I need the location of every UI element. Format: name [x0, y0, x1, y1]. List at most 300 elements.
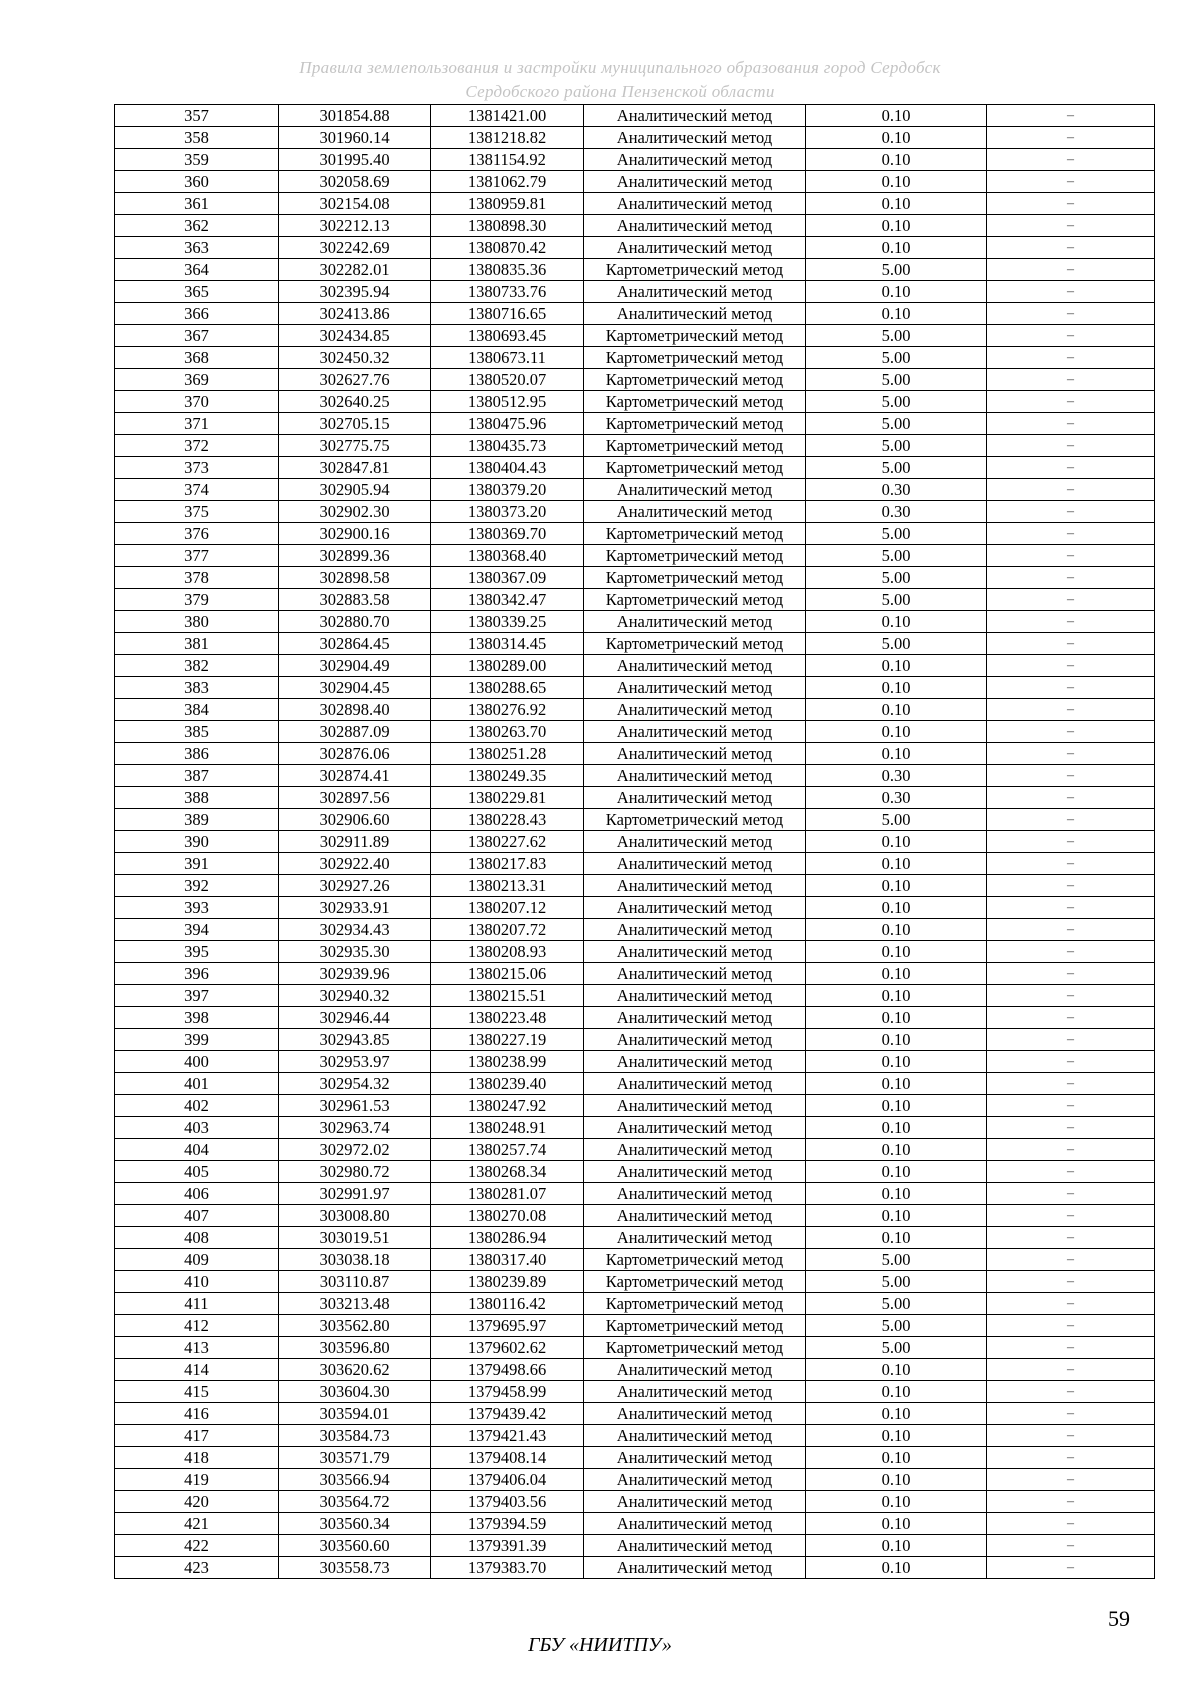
- point-number-cell: 392: [115, 875, 279, 897]
- point-number-cell: 410: [115, 1271, 279, 1293]
- y-coordinate-cell: 1380247.92: [431, 1095, 584, 1117]
- y-coordinate-cell: 1379408.14: [431, 1447, 584, 1469]
- accuracy-cell: 0.10: [806, 655, 987, 677]
- x-coordinate-cell: 302935.30: [279, 941, 431, 963]
- table-row: [115, 237, 1155, 259]
- description-cell: –: [987, 1271, 1155, 1293]
- point-number-cell: 368: [115, 347, 279, 369]
- point-number-cell: 415: [115, 1381, 279, 1403]
- table-row: [115, 1425, 1155, 1447]
- point-number-cell: 416: [115, 1403, 279, 1425]
- method-cell: Аналитический метод: [584, 1403, 806, 1425]
- x-coordinate-cell: 302898.40: [279, 699, 431, 721]
- point-number-cell: 367: [115, 325, 279, 347]
- method-cell: Картометрический метод: [584, 259, 806, 281]
- description-cell: –: [987, 1161, 1155, 1183]
- point-number-cell: 371: [115, 413, 279, 435]
- accuracy-cell: 0.30: [806, 787, 987, 809]
- point-number-cell: 395: [115, 941, 279, 963]
- description-cell: –: [987, 303, 1155, 325]
- table-row: [115, 1183, 1155, 1205]
- y-coordinate-cell: 1380207.72: [431, 919, 584, 941]
- y-coordinate-cell: 1380229.81: [431, 787, 584, 809]
- x-coordinate-cell: 301854.88: [279, 105, 431, 127]
- accuracy-cell: 0.10: [806, 1381, 987, 1403]
- accuracy-cell: 0.10: [806, 743, 987, 765]
- accuracy-cell: 5.00: [806, 347, 987, 369]
- description-cell: –: [987, 127, 1155, 149]
- accuracy-cell: 0.10: [806, 1073, 987, 1095]
- point-number-cell: 372: [115, 435, 279, 457]
- method-cell: Аналитический метод: [584, 1227, 806, 1249]
- y-coordinate-cell: 1380208.93: [431, 941, 584, 963]
- description-cell: –: [987, 875, 1155, 897]
- accuracy-cell: 0.10: [806, 941, 987, 963]
- table-row: [115, 1139, 1155, 1161]
- description-cell: –: [987, 985, 1155, 1007]
- y-coordinate-cell: 1379439.42: [431, 1403, 584, 1425]
- y-coordinate-cell: 1380870.42: [431, 237, 584, 259]
- x-coordinate-cell: 302705.15: [279, 413, 431, 435]
- method-cell: Аналитический метод: [584, 215, 806, 237]
- description-cell: –: [987, 1535, 1155, 1557]
- table-row: [115, 567, 1155, 589]
- accuracy-cell: 0.10: [806, 897, 987, 919]
- point-number-cell: 414: [115, 1359, 279, 1381]
- method-cell: Аналитический метод: [584, 1183, 806, 1205]
- description-cell: –: [987, 1183, 1155, 1205]
- point-number-cell: 373: [115, 457, 279, 479]
- header-line-1: Правила землепользования и застройки муниципального образования город Сердобск: [299, 58, 941, 77]
- point-number-cell: 400: [115, 1051, 279, 1073]
- table-row: [115, 1447, 1155, 1469]
- description-cell: –: [987, 1029, 1155, 1051]
- header-line-2: Сердобского района Пензенской области: [465, 82, 775, 101]
- x-coordinate-cell: 302887.09: [279, 721, 431, 743]
- table-row: [115, 1095, 1155, 1117]
- point-number-cell: 407: [115, 1205, 279, 1227]
- y-coordinate-cell: 1380238.99: [431, 1051, 584, 1073]
- description-cell: –: [987, 171, 1155, 193]
- accuracy-cell: 0.10: [806, 127, 987, 149]
- point-number-cell: 386: [115, 743, 279, 765]
- method-cell: Картометрический метод: [584, 457, 806, 479]
- method-cell: Аналитический метод: [584, 149, 806, 171]
- description-cell: –: [987, 1205, 1155, 1227]
- table-row: [115, 589, 1155, 611]
- accuracy-cell: 5.00: [806, 391, 987, 413]
- description-cell: –: [987, 413, 1155, 435]
- x-coordinate-cell: 302395.94: [279, 281, 431, 303]
- table-row: [115, 303, 1155, 325]
- accuracy-cell: 0.10: [806, 611, 987, 633]
- y-coordinate-cell: 1380215.51: [431, 985, 584, 1007]
- method-cell: Аналитический метод: [584, 787, 806, 809]
- method-cell: Аналитический метод: [584, 677, 806, 699]
- method-cell: Аналитический метод: [584, 1073, 806, 1095]
- description-cell: –: [987, 1095, 1155, 1117]
- y-coordinate-cell: 1380898.30: [431, 215, 584, 237]
- y-coordinate-cell: 1380288.65: [431, 677, 584, 699]
- method-cell: Аналитический метод: [584, 1513, 806, 1535]
- x-coordinate-cell: 303566.94: [279, 1469, 431, 1491]
- y-coordinate-cell: 1380239.40: [431, 1073, 584, 1095]
- table-row: [115, 347, 1155, 369]
- x-coordinate-cell: 301995.40: [279, 149, 431, 171]
- description-cell: –: [987, 1403, 1155, 1425]
- accuracy-cell: 0.10: [806, 1447, 987, 1469]
- accuracy-cell: 0.10: [806, 105, 987, 127]
- method-cell: Картометрический метод: [584, 589, 806, 611]
- y-coordinate-cell: 1380286.94: [431, 1227, 584, 1249]
- y-coordinate-cell: 1380512.95: [431, 391, 584, 413]
- accuracy-cell: 0.10: [806, 1051, 987, 1073]
- x-coordinate-cell: 302963.74: [279, 1117, 431, 1139]
- table-row: [115, 1337, 1155, 1359]
- x-coordinate-cell: 302282.01: [279, 259, 431, 281]
- table-row: [115, 479, 1155, 501]
- y-coordinate-cell: 1380213.31: [431, 875, 584, 897]
- method-cell: Аналитический метод: [584, 853, 806, 875]
- x-coordinate-cell: 302961.53: [279, 1095, 431, 1117]
- method-cell: Аналитический метод: [584, 1447, 806, 1469]
- x-coordinate-cell: 302943.85: [279, 1029, 431, 1051]
- point-number-cell: 396: [115, 963, 279, 985]
- accuracy-cell: 0.10: [806, 1007, 987, 1029]
- y-coordinate-cell: 1380270.08: [431, 1205, 584, 1227]
- y-coordinate-cell: 1380116.42: [431, 1293, 584, 1315]
- description-cell: –: [987, 435, 1155, 457]
- point-number-cell: 364: [115, 259, 279, 281]
- accuracy-cell: 0.10: [806, 1205, 987, 1227]
- x-coordinate-cell: 302880.70: [279, 611, 431, 633]
- point-number-cell: 403: [115, 1117, 279, 1139]
- accuracy-cell: 0.10: [806, 1029, 987, 1051]
- accuracy-cell: 0.30: [806, 479, 987, 501]
- accuracy-cell: 0.10: [806, 1491, 987, 1513]
- point-number-cell: 401: [115, 1073, 279, 1095]
- method-cell: Картометрический метод: [584, 567, 806, 589]
- point-number-cell: 419: [115, 1469, 279, 1491]
- method-cell: Аналитический метод: [584, 1359, 806, 1381]
- accuracy-cell: 0.30: [806, 501, 987, 523]
- table-row: [115, 743, 1155, 765]
- y-coordinate-cell: 1379498.66: [431, 1359, 584, 1381]
- point-number-cell: 362: [115, 215, 279, 237]
- table-row: [115, 413, 1155, 435]
- method-cell: Аналитический метод: [584, 985, 806, 1007]
- description-cell: –: [987, 699, 1155, 721]
- point-number-cell: 402: [115, 1095, 279, 1117]
- table-row: [115, 171, 1155, 193]
- accuracy-cell: 5.00: [806, 809, 987, 831]
- y-coordinate-cell: 1380835.36: [431, 259, 584, 281]
- method-cell: Картометрический метод: [584, 369, 806, 391]
- accuracy-cell: 0.10: [806, 1557, 987, 1579]
- table-row: [115, 369, 1155, 391]
- point-number-cell: 369: [115, 369, 279, 391]
- method-cell: Картометрический метод: [584, 347, 806, 369]
- method-cell: Картометрический метод: [584, 413, 806, 435]
- x-coordinate-cell: 302991.97: [279, 1183, 431, 1205]
- method-cell: Картометрический метод: [584, 1315, 806, 1337]
- y-coordinate-cell: 1380263.70: [431, 721, 584, 743]
- method-cell: Картометрический метод: [584, 1337, 806, 1359]
- method-cell: Аналитический метод: [584, 127, 806, 149]
- table-row: [115, 149, 1155, 171]
- x-coordinate-cell: 302883.58: [279, 589, 431, 611]
- method-cell: Аналитический метод: [584, 1491, 806, 1513]
- accuracy-cell: 0.10: [806, 1359, 987, 1381]
- method-cell: Аналитический метод: [584, 919, 806, 941]
- method-cell: Аналитический метод: [584, 655, 806, 677]
- accuracy-cell: 0.10: [806, 677, 987, 699]
- y-coordinate-cell: 1380276.92: [431, 699, 584, 721]
- method-cell: Аналитический метод: [584, 1425, 806, 1447]
- y-coordinate-cell: 1380217.83: [431, 853, 584, 875]
- point-number-cell: 405: [115, 1161, 279, 1183]
- x-coordinate-cell: 302980.72: [279, 1161, 431, 1183]
- table-row: [115, 1403, 1155, 1425]
- table-row: [115, 721, 1155, 743]
- point-number-cell: 397: [115, 985, 279, 1007]
- x-coordinate-cell: 302933.91: [279, 897, 431, 919]
- point-number-cell: 390: [115, 831, 279, 853]
- y-coordinate-cell: 1380339.25: [431, 611, 584, 633]
- point-number-cell: 409: [115, 1249, 279, 1271]
- method-cell: Аналитический метод: [584, 1535, 806, 1557]
- table-row: [115, 611, 1155, 633]
- accuracy-cell: 5.00: [806, 633, 987, 655]
- method-cell: Аналитический метод: [584, 765, 806, 787]
- x-coordinate-cell: 302911.89: [279, 831, 431, 853]
- table-row: [115, 325, 1155, 347]
- x-coordinate-cell: 303596.80: [279, 1337, 431, 1359]
- x-coordinate-cell: 303584.73: [279, 1425, 431, 1447]
- x-coordinate-cell: 302898.58: [279, 567, 431, 589]
- table-row: [115, 545, 1155, 567]
- footer-organization: ГБУ «НИИТПУ»: [528, 1634, 672, 1656]
- table-row: [115, 919, 1155, 941]
- y-coordinate-cell: 1380373.20: [431, 501, 584, 523]
- description-cell: –: [987, 633, 1155, 655]
- point-number-cell: 363: [115, 237, 279, 259]
- x-coordinate-cell: 302154.08: [279, 193, 431, 215]
- description-cell: –: [987, 1491, 1155, 1513]
- y-coordinate-cell: 1380257.74: [431, 1139, 584, 1161]
- table-row: [115, 1293, 1155, 1315]
- x-coordinate-cell: 303620.62: [279, 1359, 431, 1381]
- table-row: [115, 1227, 1155, 1249]
- y-coordinate-cell: 1380227.62: [431, 831, 584, 853]
- point-number-cell: 360: [115, 171, 279, 193]
- y-coordinate-cell: 1379394.59: [431, 1513, 584, 1535]
- table-row: [115, 501, 1155, 523]
- point-number-cell: 412: [115, 1315, 279, 1337]
- x-coordinate-cell: 303008.80: [279, 1205, 431, 1227]
- accuracy-cell: 0.10: [806, 193, 987, 215]
- table-row: [115, 105, 1155, 127]
- method-cell: Картометрический метод: [584, 809, 806, 831]
- point-number-cell: 398: [115, 1007, 279, 1029]
- point-number-cell: 378: [115, 567, 279, 589]
- point-number-cell: 381: [115, 633, 279, 655]
- description-cell: –: [987, 457, 1155, 479]
- method-cell: Аналитический метод: [584, 479, 806, 501]
- method-cell: Картометрический метод: [584, 435, 806, 457]
- table-row: [115, 215, 1155, 237]
- y-coordinate-cell: 1380716.65: [431, 303, 584, 325]
- y-coordinate-cell: 1380215.06: [431, 963, 584, 985]
- x-coordinate-cell: 303571.79: [279, 1447, 431, 1469]
- y-coordinate-cell: 1380227.19: [431, 1029, 584, 1051]
- method-cell: Аналитический метод: [584, 831, 806, 853]
- description-cell: –: [987, 1513, 1155, 1535]
- accuracy-cell: 0.10: [806, 281, 987, 303]
- method-cell: Аналитический метод: [584, 171, 806, 193]
- description-cell: –: [987, 259, 1155, 281]
- y-coordinate-cell: 1380268.34: [431, 1161, 584, 1183]
- point-number-cell: 389: [115, 809, 279, 831]
- y-coordinate-cell: 1380368.40: [431, 545, 584, 567]
- method-cell: Аналитический метод: [584, 1051, 806, 1073]
- accuracy-cell: 0.10: [806, 1139, 987, 1161]
- description-cell: –: [987, 897, 1155, 919]
- x-coordinate-cell: 302939.96: [279, 963, 431, 985]
- method-cell: Аналитический метод: [584, 963, 806, 985]
- point-number-cell: 374: [115, 479, 279, 501]
- coordinates-table-body: [115, 105, 1155, 1579]
- accuracy-cell: 5.00: [806, 589, 987, 611]
- point-number-cell: 376: [115, 523, 279, 545]
- table-row: [115, 523, 1155, 545]
- method-cell: Аналитический метод: [584, 897, 806, 919]
- x-coordinate-cell: 303562.80: [279, 1315, 431, 1337]
- table-row: [115, 281, 1155, 303]
- y-coordinate-cell: 1380289.00: [431, 655, 584, 677]
- y-coordinate-cell: 1380223.48: [431, 1007, 584, 1029]
- table-row: [115, 259, 1155, 281]
- x-coordinate-cell: 302902.30: [279, 501, 431, 523]
- x-coordinate-cell: 302900.16: [279, 523, 431, 545]
- description-cell: –: [987, 105, 1155, 127]
- table-row: [115, 787, 1155, 809]
- method-cell: Аналитический метод: [584, 1381, 806, 1403]
- accuracy-cell: 5.00: [806, 523, 987, 545]
- description-cell: –: [987, 853, 1155, 875]
- y-coordinate-cell: 1380317.40: [431, 1249, 584, 1271]
- y-coordinate-cell: 1379458.99: [431, 1381, 584, 1403]
- accuracy-cell: 0.10: [806, 1469, 987, 1491]
- description-cell: –: [987, 589, 1155, 611]
- x-coordinate-cell: 302450.32: [279, 347, 431, 369]
- table-row: [115, 1535, 1155, 1557]
- x-coordinate-cell: 302940.32: [279, 985, 431, 1007]
- accuracy-cell: 5.00: [806, 369, 987, 391]
- accuracy-cell: 5.00: [806, 1249, 987, 1271]
- x-coordinate-cell: 301960.14: [279, 127, 431, 149]
- x-coordinate-cell: 303110.87: [279, 1271, 431, 1293]
- table-row: [115, 1271, 1155, 1293]
- point-number-cell: 391: [115, 853, 279, 875]
- point-number-cell: 370: [115, 391, 279, 413]
- accuracy-cell: 0.10: [806, 1535, 987, 1557]
- description-cell: –: [987, 501, 1155, 523]
- accuracy-cell: 0.10: [806, 1095, 987, 1117]
- x-coordinate-cell: 302874.41: [279, 765, 431, 787]
- description-cell: –: [987, 963, 1155, 985]
- description-cell: –: [987, 677, 1155, 699]
- accuracy-cell: 0.10: [806, 1403, 987, 1425]
- description-cell: –: [987, 809, 1155, 831]
- accuracy-cell: 0.10: [806, 215, 987, 237]
- x-coordinate-cell: 302212.13: [279, 215, 431, 237]
- method-cell: Аналитический метод: [584, 1161, 806, 1183]
- method-cell: Аналитический метод: [584, 1205, 806, 1227]
- y-coordinate-cell: 1379403.56: [431, 1491, 584, 1513]
- description-cell: –: [987, 479, 1155, 501]
- table-row: [115, 1315, 1155, 1337]
- y-coordinate-cell: 1380379.20: [431, 479, 584, 501]
- method-cell: Картометрический метод: [584, 633, 806, 655]
- table-row: [115, 897, 1155, 919]
- y-coordinate-cell: 1380228.43: [431, 809, 584, 831]
- point-number-cell: 417: [115, 1425, 279, 1447]
- accuracy-cell: 0.10: [806, 149, 987, 171]
- description-cell: –: [987, 149, 1155, 171]
- description-cell: –: [987, 215, 1155, 237]
- method-cell: Аналитический метод: [584, 193, 806, 215]
- accuracy-cell: 5.00: [806, 435, 987, 457]
- method-cell: Аналитический метод: [584, 303, 806, 325]
- accuracy-cell: 0.10: [806, 237, 987, 259]
- point-number-cell: 365: [115, 281, 279, 303]
- table-row: [115, 1469, 1155, 1491]
- table-row: [115, 765, 1155, 787]
- x-coordinate-cell: 302946.44: [279, 1007, 431, 1029]
- table-row: [115, 193, 1155, 215]
- description-cell: –: [987, 787, 1155, 809]
- table-row: [115, 1073, 1155, 1095]
- table-row: [115, 655, 1155, 677]
- method-cell: Аналитический метод: [584, 721, 806, 743]
- y-coordinate-cell: 1379421.43: [431, 1425, 584, 1447]
- point-number-cell: 358: [115, 127, 279, 149]
- x-coordinate-cell: 302627.76: [279, 369, 431, 391]
- table-row: [115, 435, 1155, 457]
- x-coordinate-cell: 303019.51: [279, 1227, 431, 1249]
- accuracy-cell: 5.00: [806, 1315, 987, 1337]
- table-row: [115, 1117, 1155, 1139]
- point-number-cell: 379: [115, 589, 279, 611]
- accuracy-cell: 0.10: [806, 985, 987, 1007]
- point-number-cell: 387: [115, 765, 279, 787]
- x-coordinate-cell: 302413.86: [279, 303, 431, 325]
- y-coordinate-cell: 1380693.45: [431, 325, 584, 347]
- y-coordinate-cell: 1381421.00: [431, 105, 584, 127]
- x-coordinate-cell: 302906.60: [279, 809, 431, 831]
- x-coordinate-cell: 302922.40: [279, 853, 431, 875]
- table-row: [115, 1205, 1155, 1227]
- method-cell: Аналитический метод: [584, 281, 806, 303]
- table-row: [115, 1359, 1155, 1381]
- accuracy-cell: 0.10: [806, 1161, 987, 1183]
- accuracy-cell: 0.10: [806, 1513, 987, 1535]
- description-cell: –: [987, 611, 1155, 633]
- method-cell: Аналитический метод: [584, 105, 806, 127]
- table-row: [115, 963, 1155, 985]
- accuracy-cell: 5.00: [806, 413, 987, 435]
